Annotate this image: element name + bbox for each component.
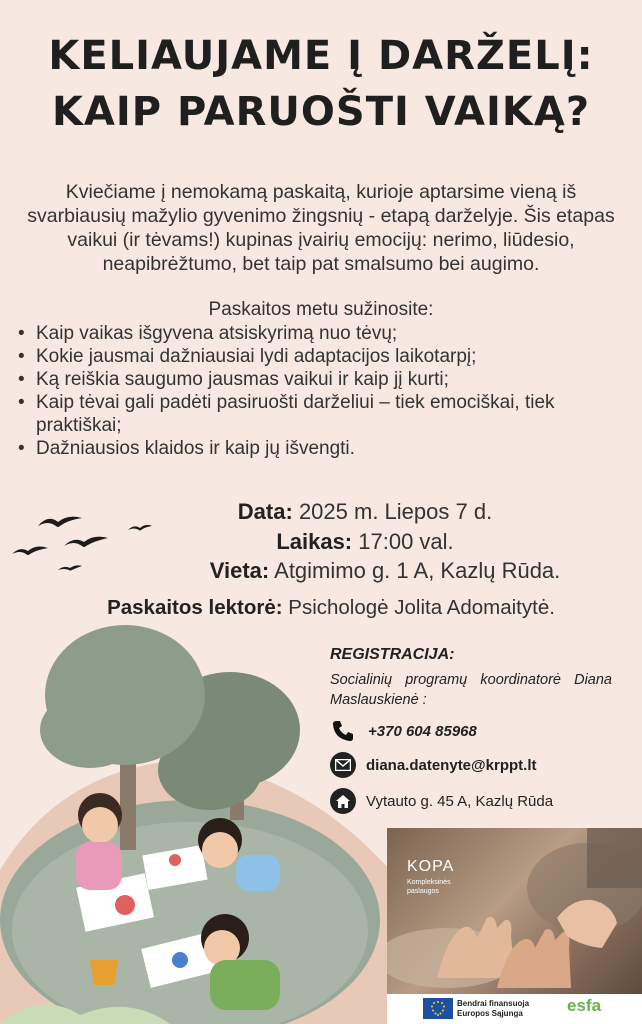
time-label: Laikas: bbox=[276, 529, 353, 554]
footer-logos bbox=[387, 994, 642, 1024]
esfa-logo: esfa bbox=[567, 996, 602, 1015]
date-value: 2025 m. Liepos 7 d. bbox=[298, 499, 493, 524]
kopa-logo: KOPA bbox=[407, 858, 455, 875]
time-value: 17:00 val. bbox=[358, 529, 454, 554]
page-title bbox=[0, 28, 642, 140]
list-item: • Kokie jausmai dažniausiai lydi adaptacijos laikotarpį; bbox=[16, 345, 628, 368]
bird-icon bbox=[58, 565, 82, 570]
eu-text-line-1: Bendrai finansuoja bbox=[457, 999, 530, 1008]
bird-icon bbox=[38, 517, 82, 527]
home-icon bbox=[330, 788, 356, 814]
registration-description: Socialinių programų koordinatorė Diana Maslauskienė : bbox=[330, 672, 612, 708]
intro-paragraph: Kviečiame į nemokamą paskaitą, kurioje aptarsime vieną iš svarbiausių mažylio gyvenimo žingsnių - etapą darželyje. Šis etapas vaikui (ir tėvams!) kupinas įvairių emocijų: nerimo, liūdesio, neapibrėžtumo, bet taip pat smalsumo bei augimo. bbox=[27, 181, 615, 275]
eu-flag-icon bbox=[423, 998, 453, 1019]
place-value: Atgimimo g. 1 A, Kazlų Rūda. bbox=[274, 558, 561, 583]
phone-icon bbox=[330, 718, 356, 744]
hands-in-sand-photo bbox=[387, 828, 642, 994]
registration-block bbox=[330, 646, 612, 810]
email-icon bbox=[330, 752, 356, 778]
list-item: • Ką reiškia saugumo jausmas vaikui ir kaip jį kurti; bbox=[16, 368, 628, 391]
phone-contact[interactable] bbox=[330, 718, 477, 744]
place-label: Vieta: bbox=[209, 558, 270, 583]
learn-list bbox=[16, 322, 628, 460]
title-line-2: KAIP PARUOŠTI VAIKĄ? bbox=[51, 89, 591, 135]
date-line bbox=[175, 498, 555, 526]
learn-heading: Paskaitos metu sužinosite: bbox=[208, 299, 434, 320]
time-line bbox=[175, 528, 555, 556]
address-contact bbox=[330, 788, 553, 814]
email-contact[interactable] bbox=[330, 752, 537, 778]
kopa-subtitle: Kompleksinės paslaugos bbox=[407, 879, 451, 895]
bird-icon bbox=[128, 525, 152, 531]
address-text: Vytauto g. 45 A, Kazlų Rūda bbox=[366, 792, 554, 810]
eu-text-line-2: Europos Sąjunga bbox=[457, 1009, 523, 1018]
eu-funding-text bbox=[457, 999, 529, 1019]
bird-icon bbox=[64, 537, 108, 547]
list-item: • Dažniausios klaidos ir kaip jų išvengti. bbox=[16, 437, 628, 460]
lecturer-line bbox=[20, 594, 642, 622]
date-label: Data: bbox=[237, 499, 293, 524]
bird-icon bbox=[12, 547, 48, 555]
phone-number[interactable]: +370 604 85968 bbox=[368, 722, 477, 740]
title-line-1: KELIAUJAME Į DARŽELĮ: bbox=[48, 33, 594, 79]
lecturer-label: Paskaitos lektorė: bbox=[107, 596, 283, 619]
email-address[interactable]: diana.datenyte@krppt.lt bbox=[366, 756, 537, 774]
registration-title: REGISTRACIJA: bbox=[330, 646, 455, 663]
birds-illustration bbox=[10, 508, 155, 578]
place-line bbox=[175, 557, 595, 585]
list-item: • Kaip tėvai gali padėti pasiruošti darželiui – tiek emociškai, tiek praktiškai; bbox=[16, 391, 628, 437]
lecturer-value: Psichologė Jolita Adomaitytė. bbox=[288, 596, 555, 619]
list-item: • Kaip vaikas išgyvena atsiskyrimą nuo tėvų; bbox=[16, 322, 628, 345]
